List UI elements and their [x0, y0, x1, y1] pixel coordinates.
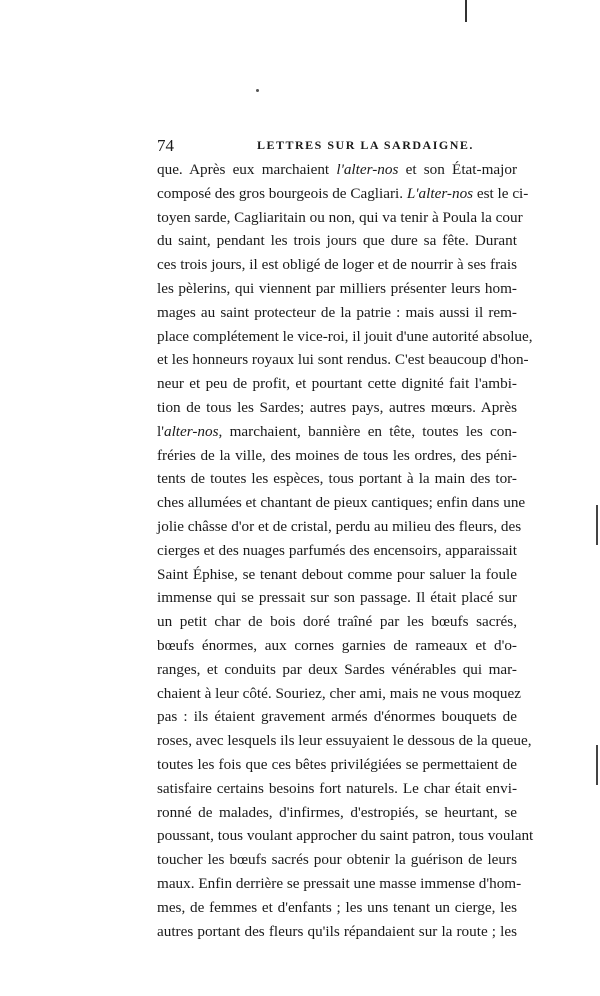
- text-line: [157, 444, 517, 468]
- running-title: LETTRES SUR LA SARDAIGNE.: [257, 138, 474, 152]
- text-line: [157, 420, 517, 444]
- text-segment: toucher les bœufs sacrés pour obtenir la guérison de leurs: [157, 851, 517, 869]
- margin-mark: [596, 745, 598, 785]
- text-segment: pas : ils étaient gravement armés d'énormes bouquets de: [157, 708, 517, 726]
- text-segment: satisfaire certains besoins fort naturels. Le char était envi-: [157, 779, 517, 797]
- text-line: [157, 301, 517, 325]
- body-text: [157, 158, 534, 943]
- text-line: [157, 539, 517, 563]
- text-line: [157, 610, 517, 634]
- text-line: [157, 705, 517, 729]
- text-segment: place complétement le vice-roi, il jouit d'une autorité absolue,: [157, 327, 533, 345]
- text-segment: et son État-major: [398, 161, 517, 178]
- text-line: [157, 491, 526, 515]
- text-line: [157, 325, 533, 349]
- text-line: [157, 182, 529, 206]
- text-line: [157, 396, 517, 420]
- text-segment: poussant, tous voulant approcher du saint patron, tous voulant: [157, 827, 534, 845]
- italic-term: L'alter-nos: [406, 184, 474, 202]
- text-segment: mes, de femmes et d'enfants ; les uns tenant un cierge, les: [157, 898, 517, 916]
- page-header: [157, 136, 517, 156]
- text-segment: toutes les fois que ces bêtes privilégiées se permettaient de: [157, 755, 517, 773]
- text-segment: Saint Éphise, se tenant debout comme pour saluer la foule: [157, 565, 517, 583]
- text-line: [157, 682, 521, 706]
- ink-speck: [256, 89, 259, 92]
- text-line: [157, 658, 517, 682]
- text-segment: mages au saint protecteur de la patrie : mais aussi il rem-: [157, 303, 517, 321]
- text-segment: ches allumées et chantant de pieux cantiques; enfin dans une: [157, 494, 526, 512]
- text-segment: roses, avec lesquels ils leur essuyaient le dessous de la queue,: [157, 732, 532, 750]
- text-segment: du saint, pendant les trois jours que dure sa fête. Durant: [157, 232, 517, 250]
- margin-mark: [596, 505, 598, 545]
- text-line: [157, 206, 523, 230]
- text-segment: fréries de la ville, des moines de tous les ordres, des péni-: [157, 446, 517, 464]
- text-segment: tents de toutes les espèces, tous portant à la main des tor-: [157, 470, 517, 488]
- text-line: [157, 729, 532, 753]
- text-segment: ranges, et conduits par deux Sardes vénérables qui mar-: [157, 660, 517, 678]
- text-segment: tion de tous les Sardes; autres pays, autres mœurs. Après: [157, 398, 517, 416]
- text-line: [157, 634, 517, 658]
- text-line: [157, 896, 517, 920]
- text-segment: neur et peu de profit, et pourtant cette dignité fait l'ambi-: [157, 375, 517, 393]
- text-line: [157, 586, 517, 610]
- text-line: [157, 920, 517, 944]
- text-line: [157, 229, 517, 253]
- text-line: [157, 753, 517, 777]
- text-line: [157, 277, 517, 301]
- text-segment: ces trois jours, il est obligé de loger et de nourrir à ses frais: [157, 256, 517, 274]
- text-line: [157, 372, 517, 396]
- text-segment: maux. Enfin derrière se pressait une masse immense d'hom-: [157, 874, 522, 892]
- text-line: [157, 515, 522, 539]
- text-line: [157, 872, 522, 896]
- text-line: [157, 348, 529, 372]
- text-segment: autres portant des fleurs qu'ils répandaient sur la route ; les: [157, 922, 517, 940]
- text-line: [157, 848, 517, 872]
- text-segment: est le ci-: [473, 184, 529, 202]
- text-line: [157, 801, 517, 825]
- text-segment: cierges et des nuages parfumés des encensoirs, apparaissait: [157, 541, 517, 559]
- text-segment: immense qui se pressait sur son passage. Il était placé sur: [157, 589, 517, 607]
- text-segment: l': [157, 422, 164, 440]
- text-segment: composé des gros bourgeois de Cagliari.: [157, 184, 407, 202]
- italic-term: l'alter-nos: [336, 161, 399, 178]
- text-segment: , marchaient, bannière en tête, toutes les con-: [218, 422, 517, 440]
- text-segment: un petit char de bois doré traîné par les bœufs sacrés,: [157, 613, 517, 631]
- text-segment: les pèlerins, qui viennent par milliers présenter leurs hom-: [157, 279, 517, 297]
- text-line: [157, 158, 517, 182]
- italic-term: alter-nos: [163, 422, 219, 440]
- text-line: [157, 824, 534, 848]
- text-line: [157, 777, 517, 801]
- text-segment: bœufs énormes, aux cornes garnies de rameaux et d'o-: [157, 636, 517, 654]
- page-number: 74: [157, 136, 174, 155]
- text-line: [157, 563, 517, 587]
- text-segment: chaient à leur côté. Souriez, cher ami, mais ne vous moquez: [157, 684, 521, 702]
- text-segment: et les honneurs royaux lui sont rendus. C'est beaucoup d'hon-: [157, 351, 529, 369]
- text-line: [157, 253, 517, 277]
- text-segment: que. Après eux marchaient: [157, 161, 337, 178]
- text-segment: ronné de malades, d'infirmes, d'estropiés, se heurtant, se: [157, 803, 517, 821]
- text-segment: jolie châsse d'or et de cristal, perdu au milieu des fleurs, des: [157, 517, 522, 535]
- text-line: [157, 467, 517, 491]
- text-segment: toyen sarde, Cagliaritain ou non, qui va tenir à Poula la cour: [157, 208, 523, 226]
- page-edge-mark: [465, 0, 467, 22]
